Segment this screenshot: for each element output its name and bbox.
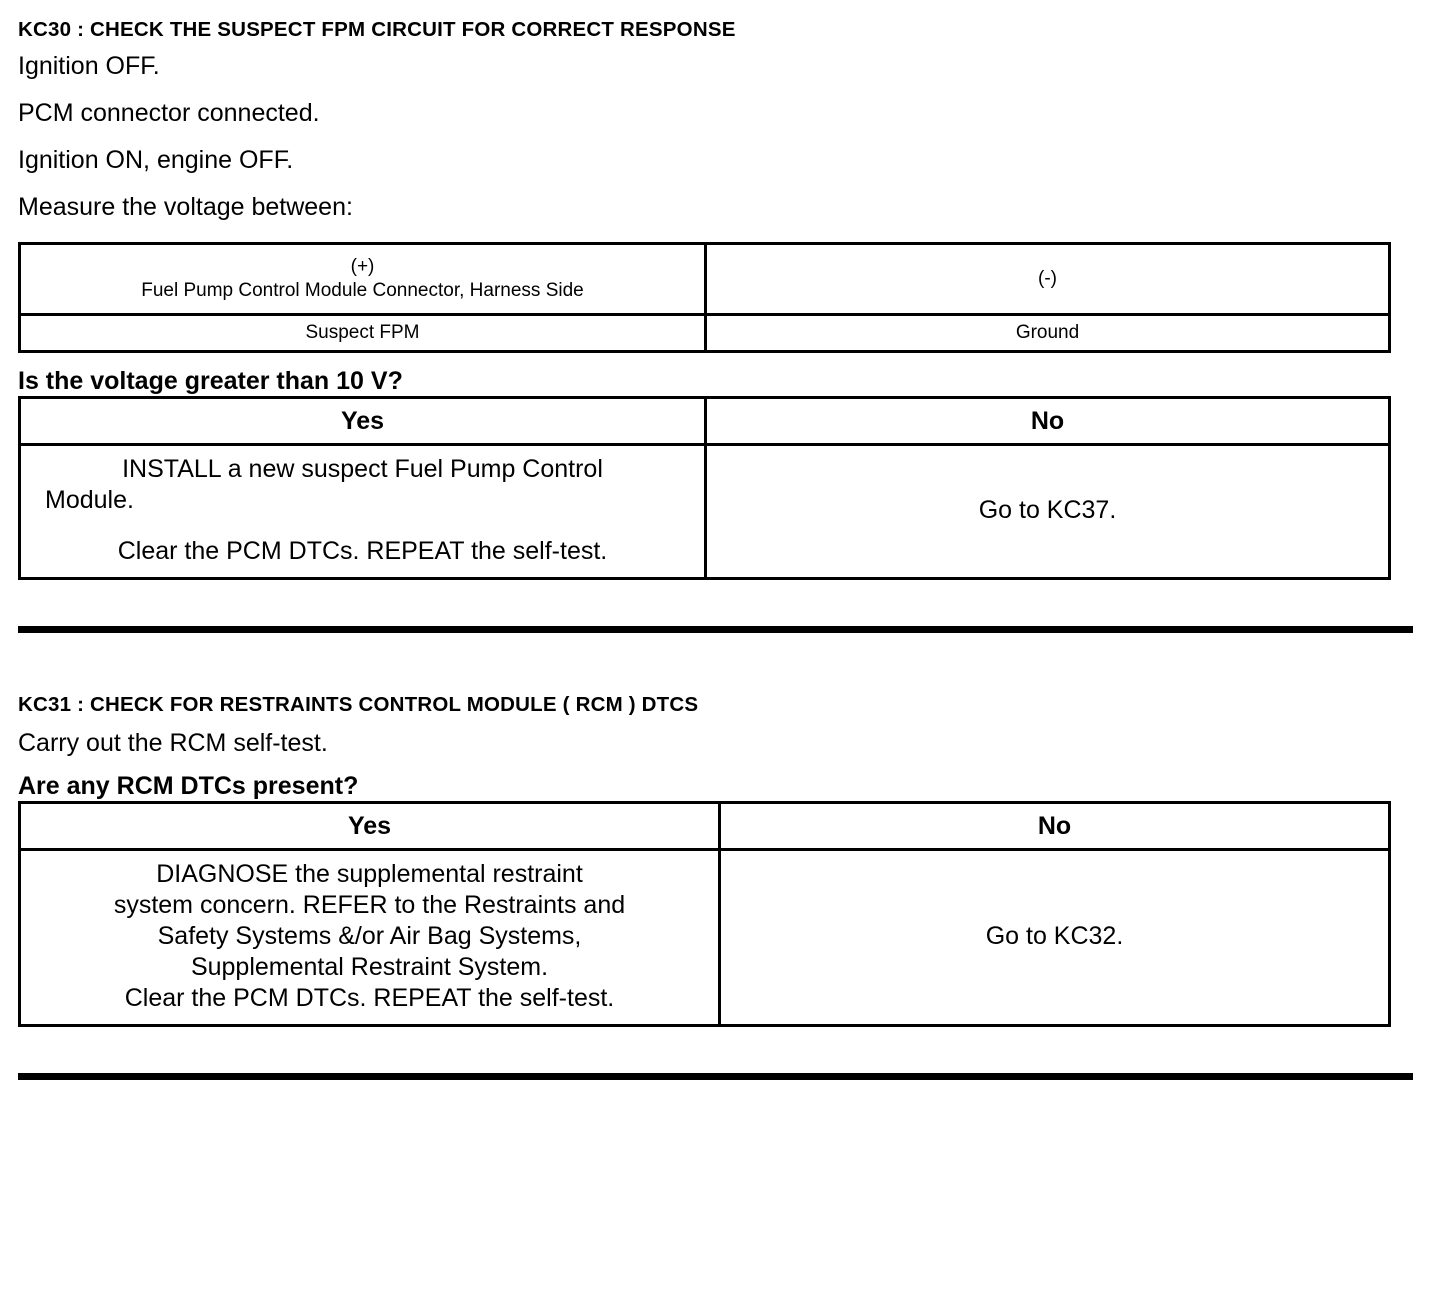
table-row (20, 803, 1390, 850)
step-line: Carry out the RCM self-test. (18, 729, 328, 757)
yes-action-line-2: Module. (45, 486, 134, 514)
step-line: Measure the voltage between: (18, 193, 353, 221)
section-title-kc30: KC30 : CHECK THE SUSPECT FPM CIRCUIT FOR CORRECT RESPONSE (18, 18, 736, 41)
table-row (20, 244, 1390, 315)
section-title-kc31: KC31 : CHECK FOR RESTRAINTS CONTROL MODULE ( RCM ) DTCS (18, 693, 699, 716)
yes-action-line-3: Clear the PCM DTCs. REPEAT the self-test. (117, 537, 608, 565)
table-row (20, 315, 1390, 352)
positive-sign: (+) (350, 256, 375, 278)
no-action-cell: Go to KC32. (720, 850, 1390, 1026)
answer-table-kc31 (18, 801, 1391, 1027)
yes-header: Yes (20, 803, 720, 850)
negative-header-cell (706, 244, 1390, 315)
step-line: PCM connector connected. (18, 99, 320, 127)
answer-table-kc30 (18, 396, 1391, 580)
table-row (20, 445, 1390, 579)
negative-sign: (-) (1038, 268, 1057, 290)
no-header: No (706, 398, 1390, 445)
question-kc30: Is the voltage greater than 10 V? (18, 367, 403, 395)
yes-action-line-3: Safety Systems &/or Air Bag Systems, (157, 922, 582, 950)
positive-header-cell (20, 244, 706, 315)
yes-action-line-2: system concern. REFER to the Restraints and (113, 891, 626, 919)
measurement-table (18, 242, 1391, 353)
no-action-cell: Go to KC37. (706, 445, 1390, 579)
yes-header: Yes (20, 398, 706, 445)
yes-action-line-5: Clear the PCM DTCs. REPEAT the self-test. (124, 984, 615, 1012)
yes-action-line-4: Supplemental Restraint System. (190, 953, 549, 981)
positive-value-cell: Suspect FPM (20, 315, 706, 352)
question-kc31: Are any RCM DTCs present? (18, 772, 359, 800)
step-line: Ignition OFF. (18, 52, 160, 80)
section-kc31 (18, 693, 1422, 1080)
yes-action-cell (20, 445, 706, 579)
table-row (20, 398, 1390, 445)
section-divider (18, 1073, 1413, 1080)
yes-action-cell (20, 850, 720, 1026)
yes-action-line-1: INSTALL a new suspect Fuel Pump Control (122, 455, 603, 483)
section-kc30 (18, 18, 1422, 633)
positive-subtitle: Fuel Pump Control Module Connector, Harness Side (141, 280, 584, 301)
no-header: No (720, 803, 1390, 850)
step-line: Ignition ON, engine OFF. (18, 146, 294, 174)
table-row (20, 850, 1390, 1026)
negative-value-cell: Ground (706, 315, 1390, 352)
spacer (27, 516, 698, 536)
section-divider (18, 626, 1413, 633)
yes-action-line-1: DIAGNOSE the supplemental restraint (156, 860, 583, 888)
